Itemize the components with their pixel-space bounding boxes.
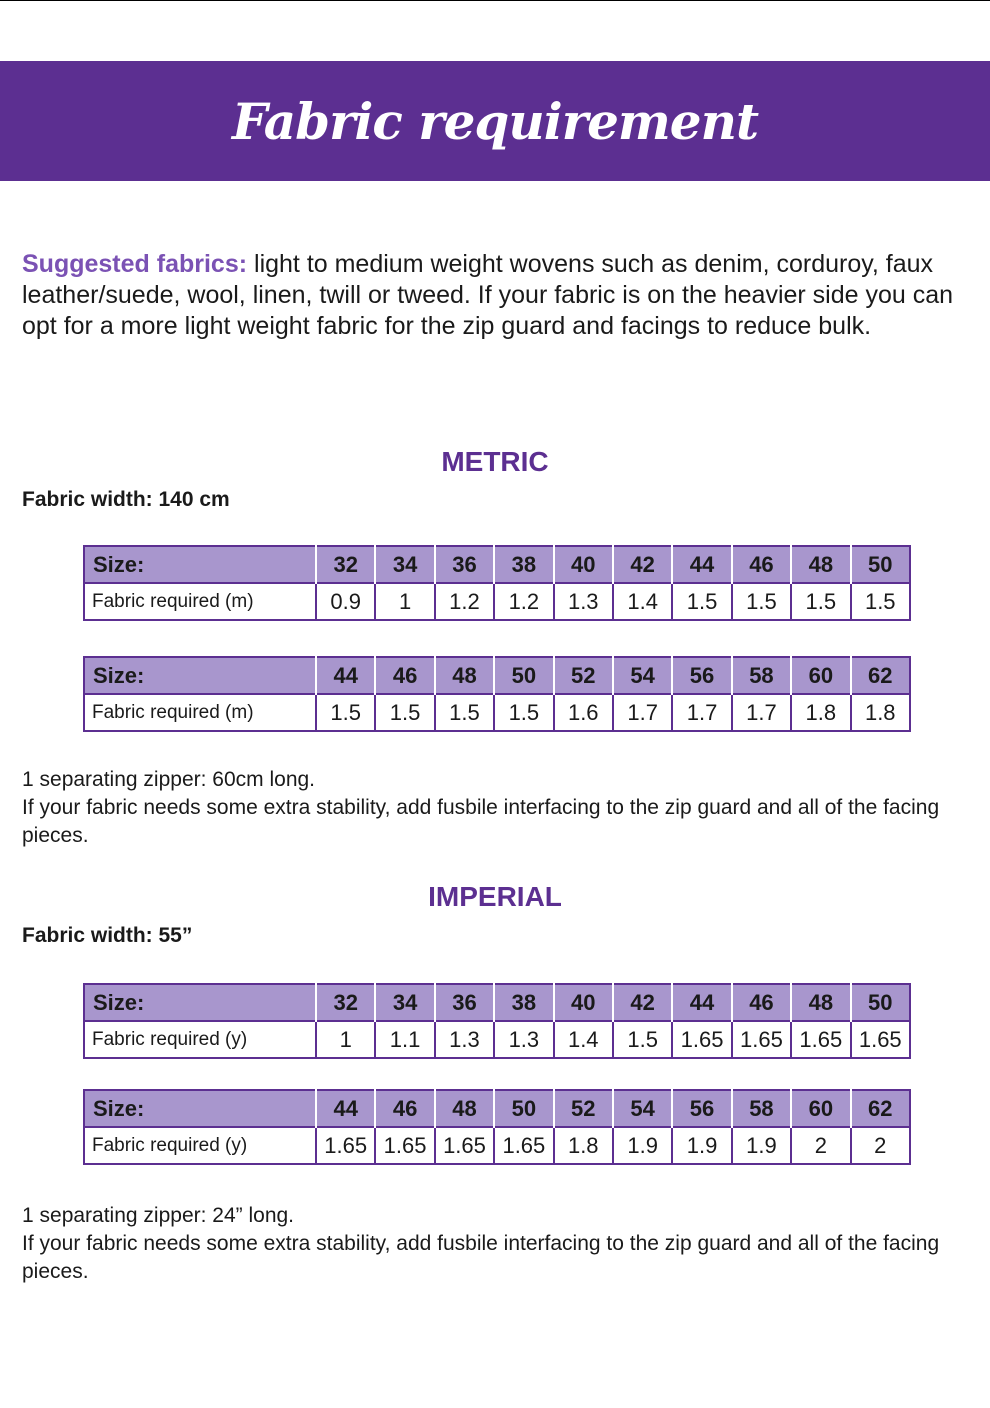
fabric-required-cell: 1.7 xyxy=(672,694,731,731)
fabric-required-cell: 1.9 xyxy=(732,1127,791,1164)
size-cell: 34 xyxy=(375,546,434,583)
size-cell: 56 xyxy=(672,657,731,694)
imperial-interfacing-note: If your fabric needs some extra stability, add fusbile interfacing to the zip guard and all of the facing pieces. xyxy=(22,1232,940,1283)
size-header-row xyxy=(84,984,910,1021)
size-cell: 32 xyxy=(316,984,375,1021)
size-cell: 44 xyxy=(672,984,731,1021)
size-cell: 40 xyxy=(554,546,613,583)
fabric-required-label-cell: Fabric required (m) xyxy=(84,694,316,731)
fabric-required-label-cell: Fabric required (m) xyxy=(84,583,316,620)
size-cell: 52 xyxy=(554,657,613,694)
fabric-required-cell: 1.5 xyxy=(494,694,553,731)
size-cell: 52 xyxy=(554,1090,613,1127)
size-cell: 48 xyxy=(435,1090,494,1127)
size-cell: 32 xyxy=(316,546,375,583)
fabric-required-row xyxy=(84,583,910,620)
suggested-fabrics-paragraph xyxy=(22,249,962,342)
fabric-required-cell: 1.5 xyxy=(851,583,910,620)
size-cell: 42 xyxy=(613,984,672,1021)
fabric-required-cell: 2 xyxy=(851,1127,910,1164)
size-cell: 62 xyxy=(851,1090,910,1127)
size-cell: 48 xyxy=(791,984,850,1021)
metric-fabric-width: Fabric width: 140 cm xyxy=(22,488,230,511)
imperial-heading: IMPERIAL xyxy=(428,881,562,912)
size-cell: 50 xyxy=(851,984,910,1021)
fabric-required-cell: 1.5 xyxy=(732,583,791,620)
fabric-required-cell: 1.5 xyxy=(613,1021,672,1058)
size-cell: 50 xyxy=(851,546,910,583)
suggested-fabrics-text: light to medium weight wovens such as denim, corduroy, faux leather/suede, wool, linen, twill or tweed. If your fabric is on the heavier side you can opt for a more light weight fabric for the zip guard and facings to reduce bulk. xyxy=(22,250,954,340)
imperial-zipper-note: 1 separating zipper: 24” long. xyxy=(22,1204,295,1227)
fabric-required-cell: 1.65 xyxy=(791,1021,850,1058)
metric-zipper-note: 1 separating zipper: 60cm long. xyxy=(22,768,316,791)
size-cell: 58 xyxy=(732,1090,791,1127)
size-cell: 50 xyxy=(494,1090,553,1127)
fabric-required-label-cell: Fabric required (y) xyxy=(84,1127,316,1164)
metric-notes xyxy=(22,766,942,850)
size-cell: 44 xyxy=(316,1090,375,1127)
size-label-cell: Size: xyxy=(84,546,316,583)
size-header-row xyxy=(84,1090,910,1127)
fabric-required-cell: 1 xyxy=(375,583,434,620)
size-cell: 34 xyxy=(375,984,434,1021)
size-cell: 46 xyxy=(375,657,434,694)
suggested-fabrics-label: Suggested fabrics: xyxy=(22,250,248,278)
fabric-required-cell: 1.4 xyxy=(613,583,672,620)
size-label-cell: Size: xyxy=(84,657,316,694)
size-cell: 40 xyxy=(554,984,613,1021)
metric-table-1 xyxy=(83,545,911,621)
fabric-required-cell: 1.65 xyxy=(375,1127,434,1164)
fabric-required-cell: 1.5 xyxy=(375,694,434,731)
size-cell: 48 xyxy=(435,657,494,694)
metric-heading: METRIC xyxy=(441,446,549,477)
fabric-required-cell: 1.6 xyxy=(554,694,613,731)
size-cell: 54 xyxy=(613,1090,672,1127)
imperial-table-2 xyxy=(83,1089,911,1165)
page-title: Fabric requirement xyxy=(231,91,759,151)
size-cell: 44 xyxy=(316,657,375,694)
size-header-row xyxy=(84,657,910,694)
fabric-required-cell: 1.9 xyxy=(672,1127,731,1164)
size-cell: 36 xyxy=(435,984,494,1021)
size-label-cell: Size: xyxy=(84,1090,316,1127)
fabric-required-cell: 1.8 xyxy=(851,694,910,731)
fabric-required-cell: 1.1 xyxy=(375,1021,434,1058)
size-cell: 56 xyxy=(672,1090,731,1127)
imperial-fabric-width: Fabric width: 55” xyxy=(22,924,193,947)
size-cell: 50 xyxy=(494,657,553,694)
fabric-required-cell: 1 xyxy=(316,1021,375,1058)
fabric-required-cell: 1.3 xyxy=(435,1021,494,1058)
fabric-required-cell: 1.9 xyxy=(613,1127,672,1164)
fabric-required-cell: 1.65 xyxy=(851,1021,910,1058)
fabric-required-cell: 1.65 xyxy=(316,1127,375,1164)
title-banner xyxy=(0,61,990,181)
size-cell: 46 xyxy=(375,1090,434,1127)
fabric-required-cell: 1.7 xyxy=(613,694,672,731)
fabric-required-cell: 1.8 xyxy=(554,1127,613,1164)
fabric-required-cell: 1.7 xyxy=(732,694,791,731)
size-cell: 58 xyxy=(732,657,791,694)
fabric-required-row xyxy=(84,1127,910,1164)
size-cell: 44 xyxy=(672,546,731,583)
size-cell: 36 xyxy=(435,546,494,583)
size-cell: 46 xyxy=(732,984,791,1021)
top-divider xyxy=(0,0,990,1)
fabric-required-cell: 1.5 xyxy=(672,583,731,620)
fabric-required-cell: 1.65 xyxy=(732,1021,791,1058)
fabric-required-cell: 1.4 xyxy=(554,1021,613,1058)
fabric-required-cell: 1.3 xyxy=(554,583,613,620)
size-cell: 62 xyxy=(851,657,910,694)
fabric-required-cell: 1.5 xyxy=(316,694,375,731)
imperial-table-1 xyxy=(83,983,911,1059)
fabric-required-cell: 1.2 xyxy=(435,583,494,620)
fabric-required-cell: 1.8 xyxy=(791,694,850,731)
fabric-required-cell: 0.9 xyxy=(316,583,375,620)
size-cell: 46 xyxy=(732,546,791,583)
fabric-required-cell: 1.65 xyxy=(672,1021,731,1058)
size-header-row xyxy=(84,546,910,583)
size-label-cell: Size: xyxy=(84,984,316,1021)
metric-interfacing-note: If your fabric needs some extra stability, add fusbile interfacing to the zip guard and all of the facing pieces. xyxy=(22,796,940,847)
size-cell: 38 xyxy=(494,546,553,583)
fabric-required-cell: 1.65 xyxy=(435,1127,494,1164)
fabric-required-cell: 1.5 xyxy=(435,694,494,731)
fabric-required-cell: 2 xyxy=(791,1127,850,1164)
metric-table-2 xyxy=(83,656,911,732)
fabric-required-cell: 1.5 xyxy=(791,583,850,620)
size-cell: 60 xyxy=(791,657,850,694)
size-cell: 38 xyxy=(494,984,553,1021)
size-cell: 60 xyxy=(791,1090,850,1127)
size-cell: 54 xyxy=(613,657,672,694)
fabric-required-row xyxy=(84,694,910,731)
imperial-notes xyxy=(22,1202,942,1286)
size-cell: 48 xyxy=(791,546,850,583)
size-cell: 42 xyxy=(613,546,672,583)
fabric-required-cell: 1.2 xyxy=(494,583,553,620)
fabric-required-row xyxy=(84,1021,910,1058)
fabric-required-cell: 1.65 xyxy=(494,1127,553,1164)
fabric-required-cell: 1.3 xyxy=(494,1021,553,1058)
fabric-required-label-cell: Fabric required (y) xyxy=(84,1021,316,1058)
